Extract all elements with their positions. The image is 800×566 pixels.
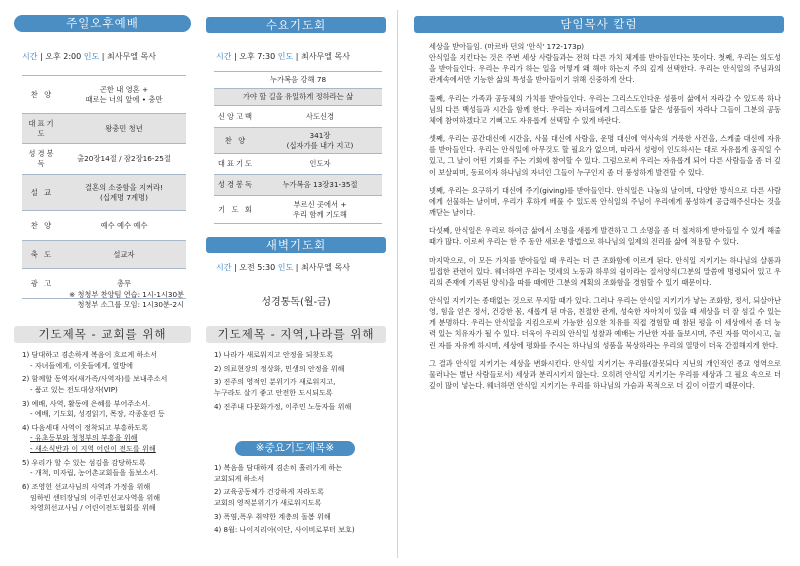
sermon-title: 가야 할 길을 유일하게 정하라는 삶 (214, 89, 382, 106)
prayer-item: 2) 교육공동체가 건강하게 자라도록 교회의 영적분위기가 새로워지도록 (214, 487, 324, 507)
time-label: 시간 (216, 263, 232, 272)
row-value: 사도신경 (258, 106, 382, 128)
row-value: 설교자 (62, 241, 186, 269)
prayer-item: 1) 담대하고 겸손하게 복음이 흐르게 하소서 - 자녀들에게, 이웃들에게, 열방에 (22, 350, 158, 370)
wednesday-time: 오후 7:30 (239, 52, 276, 61)
row-value: 341장 (십자가를 내가 지고) (258, 128, 382, 154)
prayer-item: 1) 나라가 새로워지고 안정을 되찾도록 (214, 350, 334, 359)
sunday-order-table (22, 75, 186, 299)
note-line: 청청부 소그룹 모임: 1시30분-2시 (77, 300, 184, 310)
column-paragraph: 셋째, 우리는 공간대신에 시간을, 사물 대신에 사람을, 운명 대신에 역사속의 거룩한 사건을, 스케줄 대신에 자유를 받아들인다. 우리는 안식일에 아무것도 할 필요가 없으며, 따라서 성령이 인도하시는 대로 자유롭게 움직일 수 있고, 그 날이 어떤 기회를 주는 기회에 참여할 수 있다. 그럼으로써 우리는 자유롭게 되어 다른 사람들을 좀 더 깊이 보살피며, 동료이자 하나님의 자녀인 그들이 누구인지 좀 더 풍성하게 발견할 수 있다. (429, 134, 781, 177)
row-label: 기 도 회 (214, 196, 258, 224)
row-label: 성경봉독 (214, 175, 258, 196)
prayer-region-header: 기도제목 - 지역,나라를 위해 (206, 326, 386, 343)
note-line: ※ 청청부 찬양팀 연습: 1시-1시30분 (69, 290, 184, 299)
row-label: 신앙고백 (214, 106, 258, 128)
prayer-item: 2) 의료현장의 정상화, 민생의 안정을 위해 (214, 363, 345, 373)
sunday-time: 오후 2:00 (45, 52, 82, 61)
row-value: 총무 (62, 269, 186, 299)
wednesday-time-row: 시간 | 오후 7:30 인도 | 최사무엘 목사 (216, 52, 350, 61)
sunday-worship-header: 주일오후예배 (14, 15, 191, 32)
prayer-item: 4) 8월: 나이지리아(이단, 사이비로부터 보호) (214, 525, 355, 535)
row-value: 부르신 곳에서 + 우리 함께 기도해 (258, 196, 382, 224)
page-divider (397, 10, 398, 558)
prayer-item: 2) 함께할 동역자(새가족/사역자)를 보내주소서 - 품고 있는 전도대상자(VIP) (22, 374, 168, 394)
pastor-column-header: 담임목사 칼럼 (414, 16, 784, 33)
row-label: 성경봉독 (22, 144, 62, 175)
prayer-church-header: 기도제목 - 교회를 위해 (14, 326, 191, 343)
row-label: 찬 양 (22, 76, 62, 114)
column-paragraph: 세상을 받아들임. (마르바 던의 '안식' 172-173p) 안식일을 지킨다는 것은 주변 세상 사람들과는 전혀 다른 가치 체계를 받아들인다는 뜻이다. 첫째, 우리는 의도성을 받아들인다. 우리는 우리가 하는 일을 어떻게 왜 해야 하는지 주의 깊게 선택한다. 우리는 안식일의 주님과의 관계속에서만 기능한 삶의 특성을 받아들이기 위해 신중하게 산다. (429, 42, 781, 85)
column-paragraph: 다섯째, 안식일은 우리로 하여금 삶에서 소명을 새롭게 발견하고 그 소명을 좀 더 철저하게 받아들일 수 있게 해줄 때가 많다. 이로써 우리는 한 주 동안 새로운 방법으로 하나님의 일제의 진리를 삶에 적용할 수 있다. (429, 226, 781, 247)
row-label: 찬 양 (214, 128, 258, 154)
row-label: 대표기도 (214, 154, 258, 175)
row-label: 찬 양 (22, 211, 62, 241)
sermon-series: 누가복음 강해 78 (214, 72, 382, 89)
row-value: 예수 예수 예수 (62, 211, 186, 241)
leader-label: 인도 (277, 263, 294, 272)
pastor-column-body (429, 41, 781, 398)
wednesday-order-table (214, 71, 382, 224)
column-paragraph: 그 결과 안식일 지키기는 세상을 변화시킨다. 안식일 지키기는 우리를(잘못되다 지닌의 개인적인 종교 영역으로 물러나는 별난 사람들로서) 세상과 분리시키지 않는다. 오히려 안식일 지키기는 우리를 세상과 그 필요 속으로 더 깊이 많이 넣는다. 웨너하면 안식일 지키기는 우리를 하나님의 가슴과 목적으로 더 깊이 이끌기 때문이다. (429, 358, 781, 391)
prayer-item: 6) 조영헌 선교사님의 사역과 가정을 위해 임하빈 센터장님의 이주민선교사역을 위해 차영희선교사님 / 어린이전도협회를 위해 (22, 482, 161, 513)
prayer-item: 4) 진주내 다문화가정, 이주민 노동자들 위해 (214, 401, 352, 411)
prayer-item: 1) 복음을 담대하게 겸손히 흘러가게 하는 교회되게 하소서 (214, 463, 343, 483)
prayer-item: 3) 진주의 영적인 분위기가 새로워지고, 누구라도 살기 좋고 안전한 도시되도록 (214, 377, 336, 397)
column-paragraph: 안식일 지키기는 종태없는 것으로 무지할 때가 있다. 그러나 우리는 안식일 지키기가 낳는 조화함, 정서, 되살아난 영, 힘을 얻은 정서, 건강한 몸, 새롭게 된 마음, 친절한 관계, 성숙한 자아치이 있을 때 세상을 더 잘 섬길 수 있는 게 분명하다. 우리는 안식일을 지킴으로써 가능한 심오한 치유를 직접 경험할 때 참된 평을 이 세상에서 좀 더 능력 있는 치유자가 될 수 있다. 더욱이 우리의 안식일 성찰과 예배는 가난한 자를 돌보시며, 주린 자를 먹이시고, 눌린 자를 자유케 하시며, 세상에 평화를 주시는 하나님의 성품을 묵상하라는 우리의 열망이 더욱 간절해지게 한다. (429, 295, 781, 350)
wednesday-leader: 최사무엘 목사 (301, 52, 350, 61)
column-paragraph: 마지막으로, 이 모든 가치를 받아들일 때 우리는 더 큰 조화함에 이르게 된다. 안식일 지키기는 하나님의 샬롬과 밀접한 관련이 있다. 웨너하면 우리는 멋세의 노동과 하루의 쉼이라는 질서양식(그분의 말씀에 명령되어 있고 우리의 존재에 기록된 양식)을 따를 때에만 그분의 계획의 조화함을 경험할 수 있기 때문이다. (429, 255, 781, 287)
prayer-item: 5) 우리가 할 수 있는 섬김을 감당하도록 - 개척, 미자립, 농어촌교회들을 돌보소서. (22, 457, 158, 478)
dawn-header: 새벽기도회 (206, 237, 386, 253)
prayer-item: 3) 폭염,폭우 취약한 계층의 돌봄 위해 (214, 511, 331, 521)
row-value: 인도자 (258, 154, 382, 175)
dawn-time: 오전 5:30 (239, 263, 276, 272)
prayer-item: 4) 다음세대 사역이 정착되고 부흥하도록 - 유초등부와 청청부의 부흥을 위해 - 새소식반과 이 지역 어린이 전도를 위해 (22, 422, 156, 454)
sunday-time-row: 시간 | 오후 2:00 인도 | 최사무엘 목사 (22, 52, 156, 61)
row-label: 축 도 (22, 241, 62, 269)
leader-label: 인도 (83, 52, 100, 61)
leader-label: 인도 (277, 52, 294, 61)
column-paragraph: 둘째, 우리는 가족과 공동체의 가치를 받아들인다. 우리는 그리스도인다운 성품이 삶에서 자라갈 수 있도록 하나님의 다른 백성들과 시간을 함께 한다. 우리는 자녀들에게 그리스도를 닮은 성품들이 자라나 그들이 그분의 공동체에 참여하겠다고 기뻐고도 자유롭게 선택할 수 있게 바란다. (429, 93, 781, 125)
row-label: 광 고 (22, 269, 62, 299)
time-label: 시간 (22, 52, 38, 61)
dawn-title: 성경통독(월-금) (261, 297, 331, 308)
column-paragraph: 넷째, 우리는 요구하기 대신에 주기(giving)를 받아들인다. 안식일은 나눔의 날이며, 다양한 방식으로 다른 사람에게 선물하는 날이며, 우리가 후하게 베풀 수 있도록 안식일의 주님이 우리에게 풍성하게 공급해주신다는 것을 깨닫는 날이다. (429, 185, 781, 218)
prayer-region-list (214, 350, 390, 415)
row-value: 곤한 내 영혼 + 때로는 너의 앞에 • 충만 (62, 76, 186, 114)
row-value: 출20장14절 / 잠2장16-25절 (62, 144, 186, 175)
time-label: 시간 (216, 52, 232, 61)
dawn-time-row: 시간 | 오전 5:30 인도 | 최사무엘 목사 (216, 263, 350, 272)
prayer-church-list (22, 350, 194, 517)
row-label: 설 교 (22, 175, 62, 211)
row-value: 결혼의 소중함을 지켜라! (십계명 7계명) (62, 175, 186, 211)
row-value: 왕충민 청년 (62, 114, 186, 144)
important-prayer-list (214, 463, 390, 539)
prayer-item: 3) 예배, 사역, 활동에 은혜를 부어주소서. - 예배, 기도회, 성경읽기, 목장, 각종훈련 등 (22, 398, 165, 419)
important-prayer-header: ※중요기도제목※ (235, 441, 355, 456)
row-label: 대표기도 (22, 114, 62, 144)
wednesday-header: 수요기도회 (206, 17, 386, 33)
row-value: 누가복음 13장31-35절 (258, 175, 382, 196)
dawn-leader: 최사무엘 목사 (301, 263, 350, 272)
sunday-notes (34, 290, 184, 311)
sunday-leader: 최사무엘 목사 (107, 52, 156, 61)
